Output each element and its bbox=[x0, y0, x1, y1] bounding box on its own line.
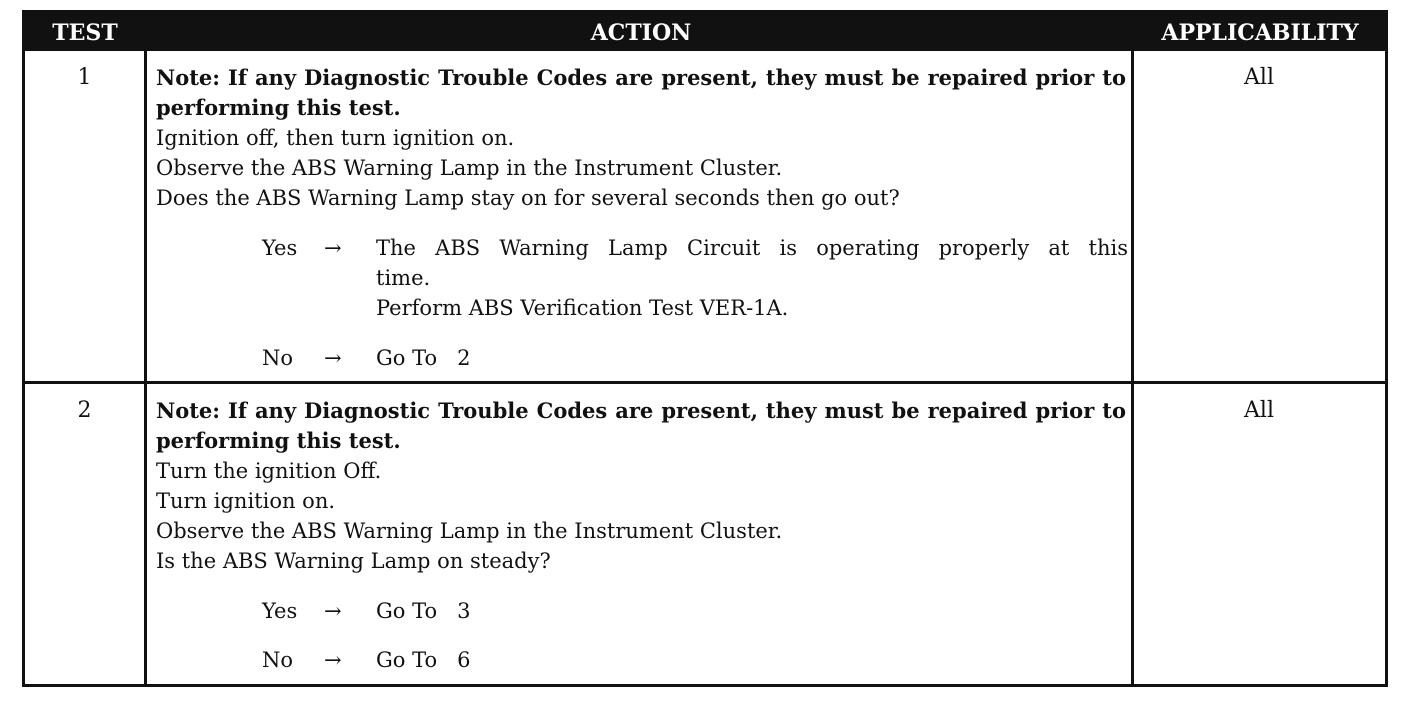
yes-branch bbox=[262, 596, 1126, 626]
step-text: Observe the ABS Warning Lamp in the Instrument Cluster. bbox=[156, 156, 783, 180]
header-applicability: APPLICABILITY bbox=[1161, 20, 1359, 46]
header-test: TEST bbox=[52, 20, 118, 46]
arrow-right-icon: → bbox=[324, 599, 342, 623]
result-line: The ABS Warning Lamp Circuit is operating properly at this bbox=[376, 236, 1128, 260]
no-branch bbox=[262, 343, 1126, 373]
yes-label: Yes bbox=[262, 599, 298, 623]
no-branch bbox=[262, 645, 1126, 675]
step-text: Turn ignition on. bbox=[156, 489, 336, 513]
header-action: ACTION bbox=[590, 20, 692, 46]
test-number: 2 bbox=[77, 398, 92, 423]
note-text: Note: If any Diagnostic Trouble Codes are present, they must be repaired prior to performing this test. bbox=[156, 65, 1126, 120]
yes-result bbox=[376, 233, 1128, 323]
yes-label: Yes bbox=[262, 236, 298, 260]
no-label: No bbox=[262, 648, 294, 672]
applicability-value: All bbox=[1244, 398, 1274, 423]
arrow-right-icon: → bbox=[324, 236, 342, 260]
step-text: Turn the ignition Off. bbox=[156, 459, 382, 483]
table-row bbox=[25, 51, 1385, 381]
step-text: Is the ABS Warning Lamp on steady? bbox=[156, 549, 551, 573]
arrow-right-icon: → bbox=[324, 648, 342, 672]
step-text: Ignition off, then turn ignition on. bbox=[156, 126, 515, 150]
no-result: Go To 6 bbox=[376, 648, 471, 672]
table-row bbox=[25, 384, 1385, 684]
result-line: time. bbox=[376, 266, 431, 290]
no-result: Go To 2 bbox=[376, 346, 471, 370]
arrow-right-icon: → bbox=[324, 346, 342, 370]
action-cell bbox=[156, 63, 1126, 373]
step-text: Does the ABS Warning Lamp stay on for several seconds then go out? bbox=[156, 186, 900, 210]
diagnostic-table bbox=[22, 10, 1388, 687]
yes-branch bbox=[262, 233, 1126, 323]
step-text: Observe the ABS Warning Lamp in the Instrument Cluster. bbox=[156, 519, 783, 543]
table-header bbox=[25, 13, 1385, 51]
yes-result: Go To 3 bbox=[376, 599, 471, 623]
note-text: Note: If any Diagnostic Trouble Codes are present, they must be repaired prior to performing this test. bbox=[156, 398, 1126, 453]
action-cell bbox=[156, 396, 1126, 675]
applicability-value: All bbox=[1244, 65, 1274, 90]
result-line: Perform ABS Verification Test VER-1A. bbox=[376, 296, 789, 320]
no-label: No bbox=[262, 346, 294, 370]
test-number: 1 bbox=[77, 65, 92, 90]
